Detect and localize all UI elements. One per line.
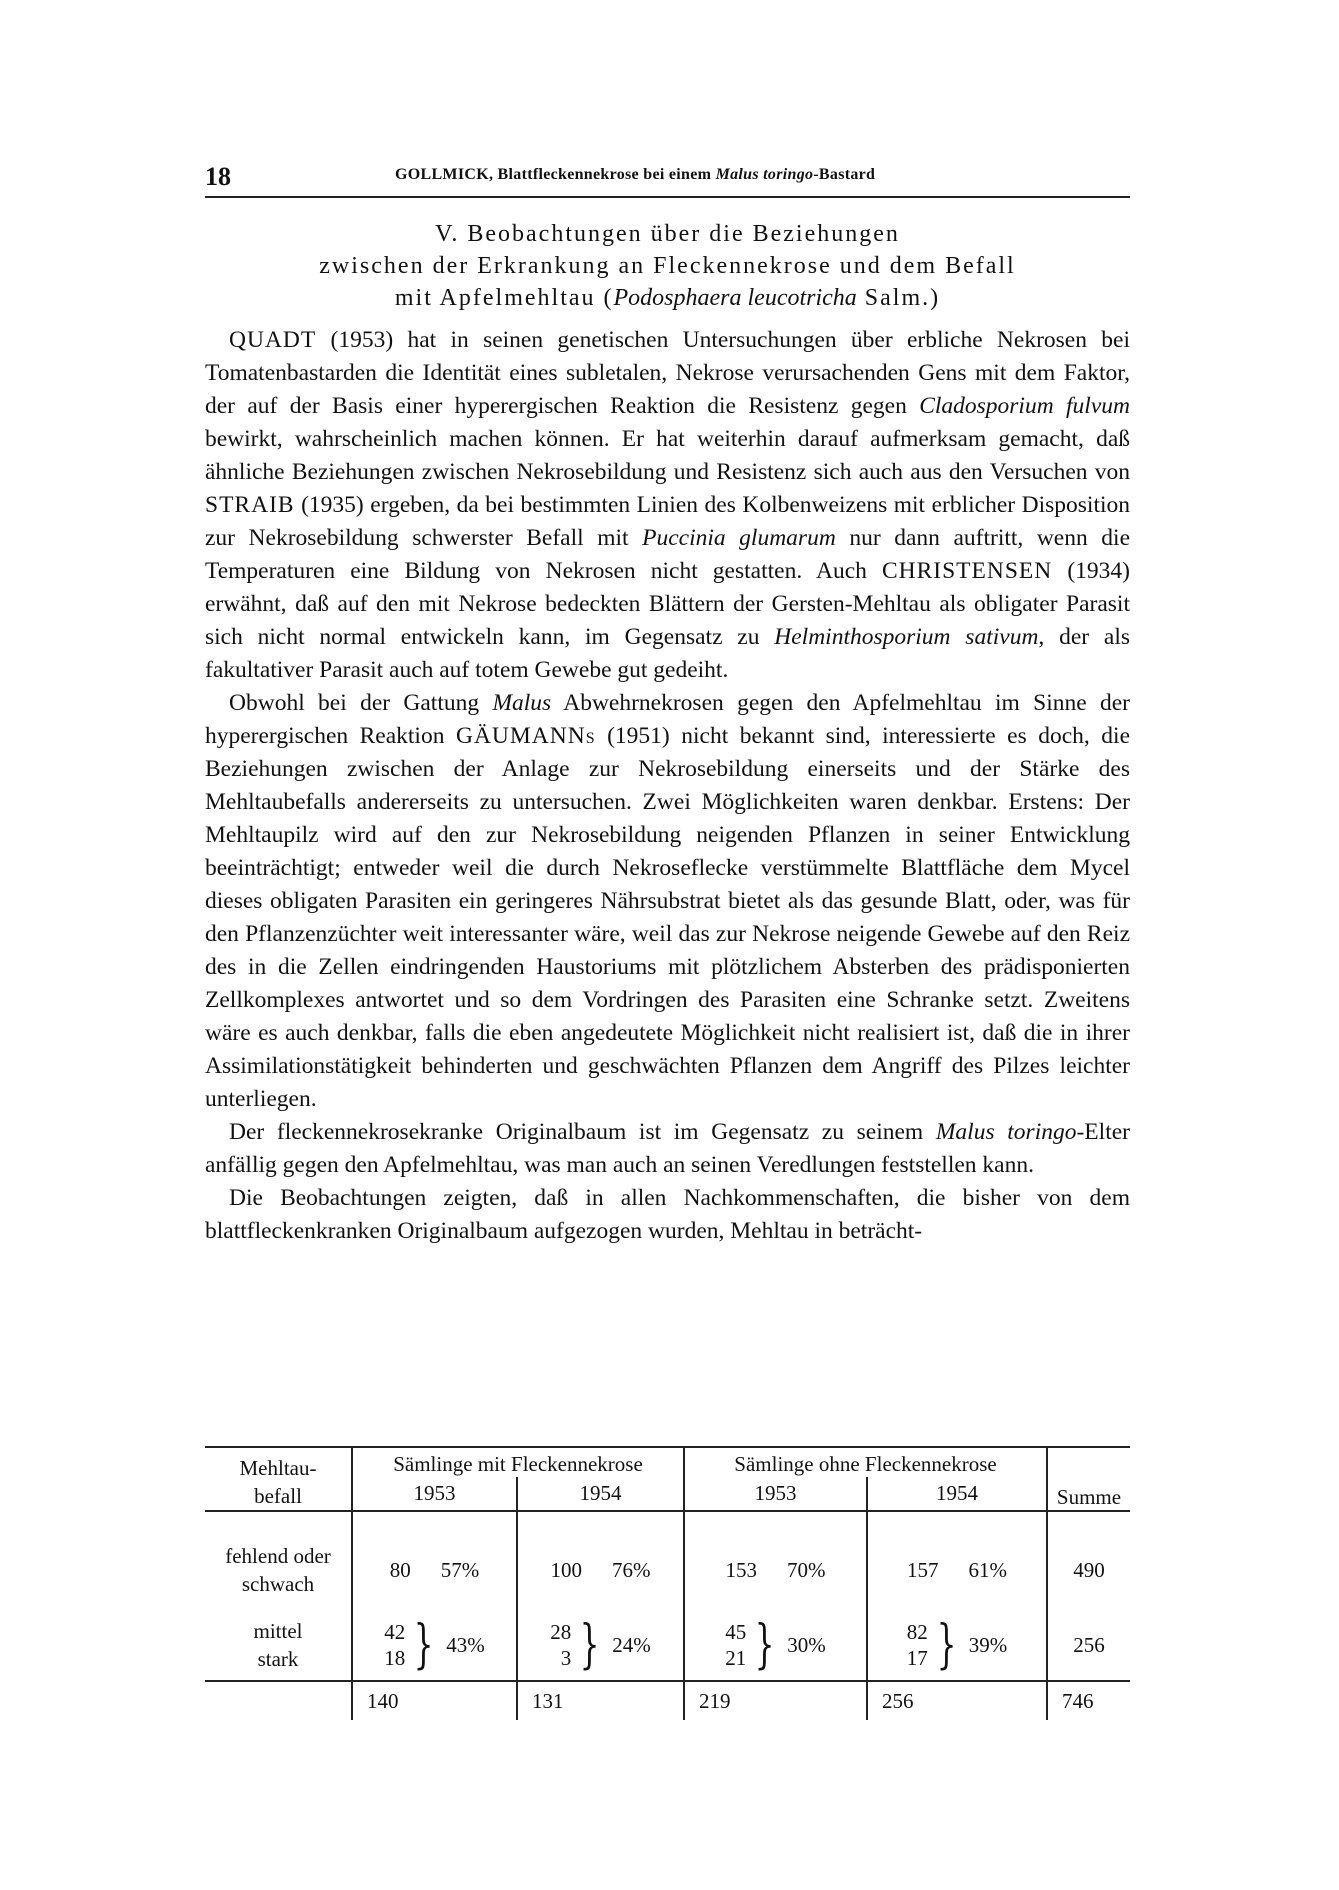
- table-cell: 153 70%: [684, 1530, 867, 1610]
- section-title: [205, 218, 1130, 314]
- header-year: 1954: [867, 1477, 1047, 1511]
- header-group-without-necrosis: Sämlinge ohne Fleckennekrose: [684, 1447, 1047, 1477]
- section-title-line-1: V. Beobachtungen über die Beziehungen: [435, 221, 900, 247]
- grand-total: 746: [1047, 1681, 1130, 1720]
- mildew-table: [205, 1446, 1130, 1720]
- table-cell: 80 57%: [352, 1530, 517, 1610]
- header-year: 1953: [684, 1477, 867, 1511]
- brace-icon: }: [579, 1615, 600, 1675]
- row-label: fehlend oder schwach: [225, 1544, 331, 1596]
- table-cell: 28 3 } 24%: [517, 1610, 684, 1681]
- column-total: 131: [517, 1681, 684, 1720]
- table-cell: 157 61%: [867, 1530, 1047, 1610]
- row-sum: 256: [1047, 1610, 1130, 1681]
- section-title-line-3: mit Apfelmehltau (Podosphaera leucotricha Salm.): [394, 285, 941, 311]
- column-total: 219: [684, 1681, 867, 1720]
- paragraph-3: Der fleckennekrosekranke Originalbaum ist im Gegensatz zu seinem Malus toringo-Elter anfällig gegen den Apfelmehltau, was man auch an seinen Veredlungen feststellen kann.: [205, 1119, 1130, 1178]
- header-sum: Summe: [1047, 1447, 1130, 1511]
- section-title-line-2: zwischen der Erkrankung an Fleckennekrose und dem Befall: [319, 253, 1016, 279]
- running-title: GOLLMICK, Blattfleckennekrose bei einem Malus toringo-Bastard: [395, 166, 876, 183]
- column-total: 256: [867, 1681, 1047, 1720]
- paragraph-4: Die Beobachtungen zeigten, daß in allen Nachkommenschaften, die bisher von dem blattfleckenkranken Originalbaum aufgezogen wurden, Mehltau in beträcht-: [205, 1185, 1130, 1244]
- table-row: [205, 1610, 1130, 1681]
- table-cell: 100 76%: [517, 1530, 684, 1610]
- brace-icon: }: [413, 1615, 434, 1675]
- column-total: 140: [352, 1681, 517, 1720]
- table-header-row: [205, 1447, 1130, 1477]
- page-number: 18: [205, 162, 231, 191]
- header-year: 1953: [352, 1477, 517, 1511]
- table-row: [205, 1530, 1130, 1610]
- brace-icon: }: [754, 1615, 775, 1675]
- row-label: mittel stark: [253, 1619, 303, 1671]
- paragraph-2: Obwohl bei der Gattung Malus Abwehrnekrosen gegen den Apfelmehltau im Sinne der hyperergischen Reaktion GÄUMANNs (1951) nicht bekannt sind, interessierte es doch, die Beziehungen zwischen der Anlage zur Nekrosebildung einerseits und der Stärke des Mehltaubefalls andererseits zu untersuchen. Zwei Möglichkeiten waren denkbar. Erstens: Der Mehltaupilz wird auf den zur Nekrosebildung neigenden Pflanzen in seiner Entwicklung beeinträchtigt; entweder weil die durch Nekroseflecke verstümmelte Blattfläche dem Mycel dieses obligaten Parasiten ein geringeres Nährsubstrat bietet als das gesunde Blatt, oder, was für den Pflanzenzüchter weit interessanter wäre, weil das zur Nekrose neigende Gewebe auf den Reiz des in die Zellen eindringenden Haustoriums mit plötzlichem Absterben des prädisponierten Zellkomplexes antwortet und so dem Vordringen des Parasiten eine Schranke setzt. Zweitens wäre es auch denkbar, falls die eben angedeutete Möglichkeit nicht realisiert ist, daß die in ihrer Assimilationstätigkeit behinderten und geschwächten Pflanzen dem Angriff des Pilzes leichter unterliegen.: [205, 690, 1131, 1112]
- totals-row: [205, 1681, 1130, 1720]
- brace-icon: }: [936, 1615, 957, 1675]
- header-row-label: Mehltau- befall: [205, 1447, 352, 1511]
- header-group-with-necrosis: Sämlinge mit Fleckennekrose: [352, 1447, 684, 1477]
- running-head: [205, 162, 1130, 198]
- header-year: 1954: [517, 1477, 684, 1511]
- table-cell: 42 18 } 43%: [352, 1610, 517, 1681]
- row-sum: 490: [1047, 1530, 1130, 1610]
- table-cell: 45 21 } 30%: [684, 1610, 867, 1681]
- table-cell: 82 17 } 39%: [867, 1610, 1047, 1681]
- body-text: [205, 324, 1130, 1248]
- paragraph-1: QUADT (1953) hat in seinen genetischen Untersuchungen über erbliche Nekrosen bei Tomatenbastarden die Identität eines subletalen, Nekrose verursachenden Gens mit dem Faktor, der auf der Basis einer hyperergischen Reaktion die Resistenz gegen Cladosporium fulvum bewirkt, wahrscheinlich machen können. Er hat weiterhin darauf aufmerksam gemacht, daß ähnliche Beziehungen zwischen Nekrosebildung und Resistenz sich auch aus den Versuchen von STRAIB (1935) ergeben, da bei bestimmten Linien des Kolbenweizens mit erblicher Disposition zur Nekrosebildung schwerster Befall mit Puccinia glumarum nur dann auftritt, wenn die Temperaturen eine Bildung von Nekrosen nicht gestatten. Auch CHRISTENSEN (1934) erwähnt, daß auf den mit Nekrose bedeckten Blättern der Gersten-Mehltau als obligater Parasit sich nicht normal entwickeln kann, im Gegensatz zu Helminthosporium sativum, der als fakultativer Parasit auch auf totem Gewebe gut gedeiht.: [205, 327, 1131, 683]
